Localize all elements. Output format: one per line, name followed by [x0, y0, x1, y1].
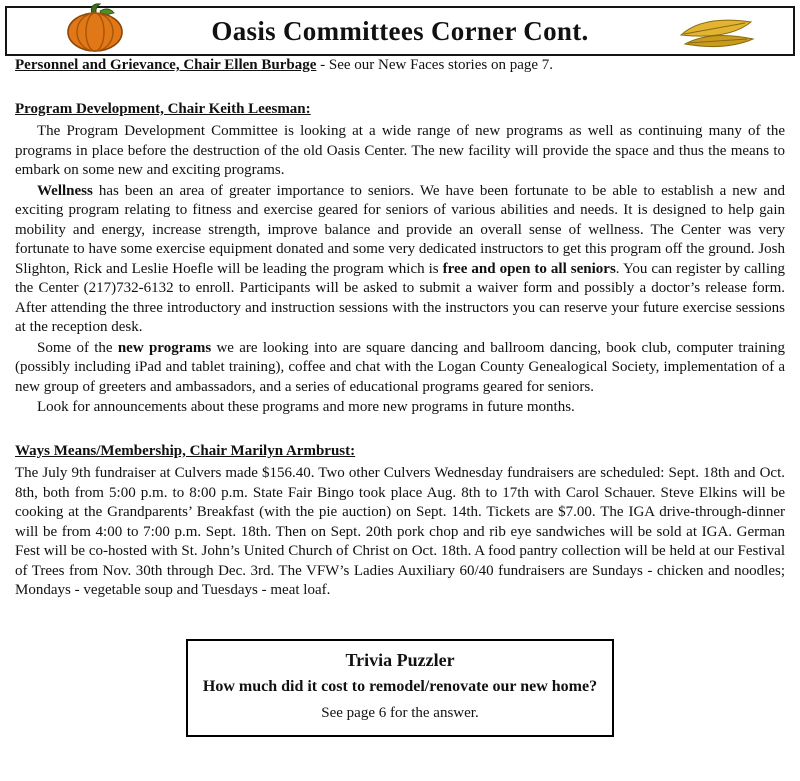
program-paragraph-1: The Program Development Committee is looking at a wide range of new programs as well as continuing many of the programs in place before the destruction of the old Oasis Center. The new facility will provide the space and thus the means to embark on some new and exciting programs. — [15, 123, 785, 178]
program-paragraph-3-text-2: we are looking into are square dancing and ballroom dancing, book club, computer training (possibly including iPad and tablet training), coffee and chat with the Logan County Genealogical Society, implementation of a new group of greeters and ambassadors, and a series of educational programs geared for seniors. — [15, 339, 785, 395]
program-development-heading: Program Development, Chair Keith Leesman: — [15, 100, 311, 117]
trivia-question: How much did it cost to remodel/renovate our new home? — [202, 677, 598, 695]
personnel-section-line — [15, 56, 785, 76]
autumn-leaves-icon — [677, 13, 755, 51]
bold-free-open: free and open to all seniors — [442, 260, 616, 277]
trivia-puzzler-box — [186, 639, 614, 737]
pumpkin-icon — [57, 2, 133, 54]
program-paragraph-4: Look for announcements about these programs and more new programs in future months. — [37, 399, 575, 415]
program-paragraph-3 — [15, 339, 785, 398]
ways-means-paragraph: The July 9th fundraiser at Culvers made $156.40. Two other Culvers Wednesday fundraisers are scheduled: Sept. 18th and Oct. 8th, both from 5:00 p.m. to 8:00 p.m. State Fair Bingo took place Aug. 8th to 17th with Carol Schauer. Steve Elkins will be cooking at the Grandparents’ Breakfast (with the pie auction) on Sept. 14th. Tickets are $7.00. The IGA drive-through-dinner will be from 4:00 to 7:00 p.m. Sept. 18th. Then on Sept. 20th pork chop and rib eye sandwiches will be sold at IGA. German Fest will be co-hosted with St. John’s United Church of Christ on Oct. 18th. A food pantry collection will be held at our Festival of Trees from Nov. 30th through Dec. 3rd. The VFW’s Ladies Auxiliary 60/40 fundraisers are Sundays - chicken and noodles; Mondays - vegetable soup and Tuesdays - meat loaf. — [15, 465, 785, 598]
bold-wellness: Wellness — [37, 182, 93, 199]
page-header — [5, 6, 795, 56]
page-title: Oasis Committees Corner Cont. — [211, 15, 589, 46]
ways-means-heading: Ways Means/Membership, Chair Marilyn Armbrust: — [15, 442, 356, 459]
program-paragraph-2-text-1: has been an area of greater importance to seniors. We have been fortunate to be able to establish a new and exciting program relating to fitness and exercise geared for seniors of various abilities and needs. It is designed to help gain mobility and energy, increase strength, improve balance and provide an overall sense of wellness. The Center was very fortunate to have some exercise equipment donated and some very dedicated instructors to get this program off the ground. Josh Slighton, Rick and Leslie Hoefle will be leading the program which is — [15, 182, 785, 277]
newsletter-content — [0, 56, 800, 601]
program-paragraph-2-text-2: . You can register by calling the Center (217)732-6132 to enroll. Participants will be asked to submit a waiver form and possibly a doctor’s release form. After attending the three introductory and instruction sessions with the instructors you can reserve your future exercise sessions at the reception desk. — [15, 260, 785, 335]
program-paragraph-3-text-1: Some of the — [37, 339, 118, 356]
trivia-answer-note: See page 6 for the answer. — [321, 704, 479, 721]
personnel-note: - See our New Faces stories on page 7. — [316, 57, 554, 73]
personnel-heading: Personnel and Grievance, Chair Ellen Burbage — [15, 57, 317, 73]
newsletter-page — [0, 6, 800, 737]
program-paragraph-2 — [15, 182, 785, 338]
bold-new-programs: new programs — [117, 339, 212, 356]
trivia-title: Trivia Puzzler — [345, 649, 455, 670]
